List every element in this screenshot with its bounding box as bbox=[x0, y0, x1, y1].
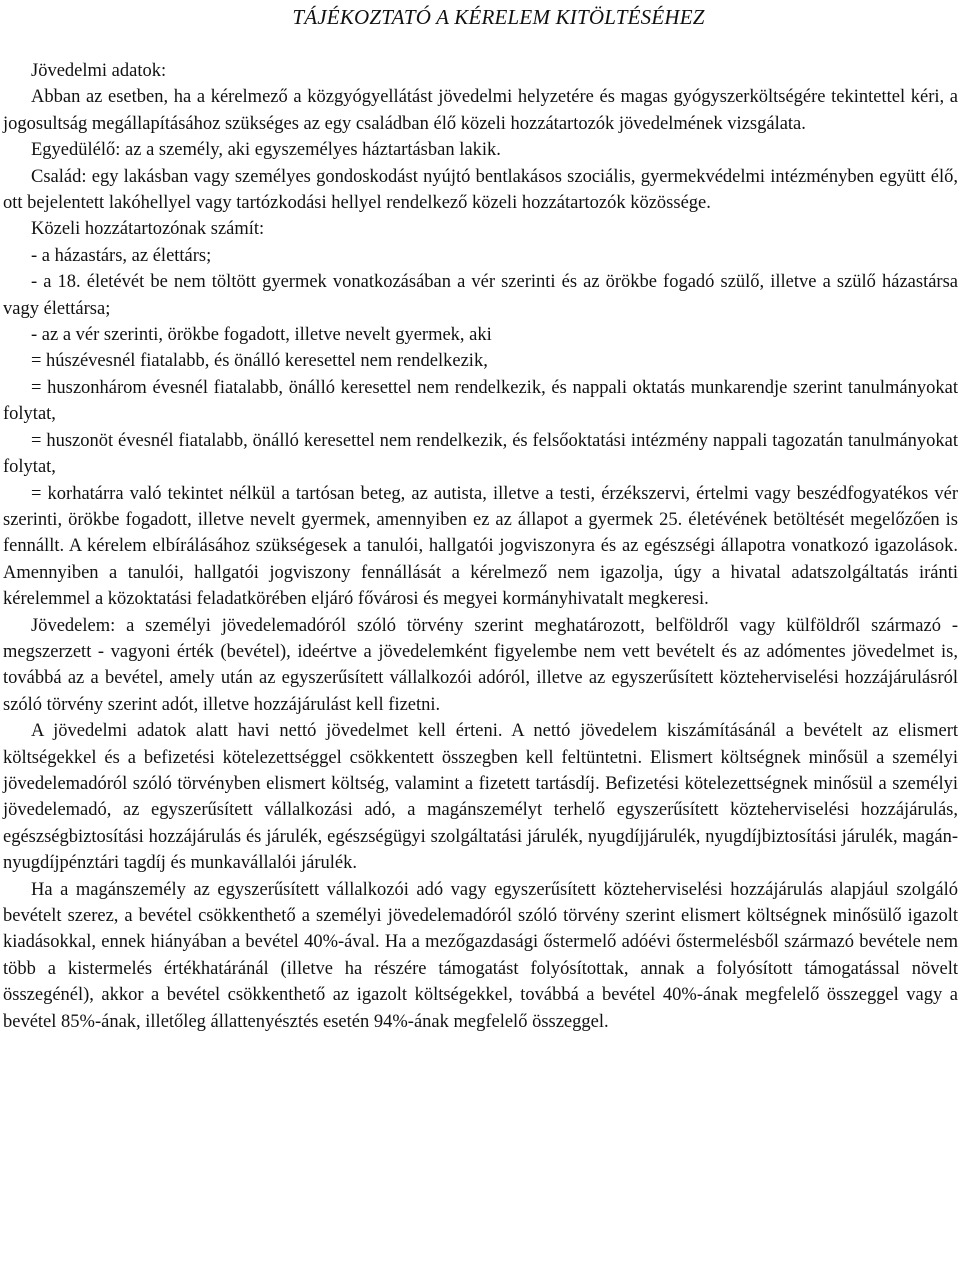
list-item-children: - az a vér szerinti, örökbe fogadott, illetve nevelt gyermek, aki bbox=[31, 325, 492, 346]
list-item-spouse: - a házastárs, az élettárs; bbox=[31, 245, 212, 266]
list-item-parents: - a 18. életévét be nem töltött gyermek vonatkozásában a vér szerinti és az örökbe fogadó szülő, illetve a szülő házastársa vagy élettársa; bbox=[3, 272, 958, 319]
sub-item-under-20: = húszévesnél fiatalabb, és önálló keresettel nem rendelkezik, bbox=[31, 351, 488, 372]
sub-item-under-25: = huszonöt évesnél fiatalabb, önálló keresettel nem rendelkezik, és felsőoktatási intézmény nappali tagozatán tanulmányokat folytat, bbox=[3, 430, 958, 478]
paragraph-family: Család: egy lakásban vagy személyes gondoskodást nyújtó bentlakásos szociális, gyermekvédelmi intézményben együtt élő, ott bejelentett lakóhellyel vagy tartózkodási hellyel rendelkező közeli hozzátartozók közössége. bbox=[3, 166, 958, 214]
paragraph-simplified-tax: Ha a magánszemély az egyszerűsített vállalkozói adó vagy egyszerűsített közteherviselési hozzájárulás alapjául szolgáló bevételt szerez, a bevétel csökkenthető a személyi jövedelemadóról szóló törvény szerint elismert költségnek minősülő igazolt kiadásokkal, ennek hiányában a bevétel 40%-ával. Ha a mezőgazdasági őstermelő adóévi őstermelésből származó bevétele nem több a kistermelés értékhatáránál (illetve ha részére támogatást folyósítottak, annak a folyósított támogatással növelt összegénél), akkor a bevétel csökkenthető az igazolt költségekkel, továbbá a bevétel 40%-ának megfelelő összeggel vagy a bevétel 85%-ának, illetőleg állattenyésztés esetén 94%-ának megfelelő összeggel. bbox=[3, 879, 958, 1032]
sub-item-chronic-illness: = korhatárra való tekintet nélkül a tartósan beteg, az autista, illetve a testi, érzékszervi, értelmi vagy beszédfogyatékos vér szerinti, örökbe fogadott, illetve nevelt gyermek, amennyiben ez az állapot a gyermek 25. életévének betöltését megelőzően is fennállt. A kérelem elbírálásához szükségesek a tanulói, hallgatói jogviszonyra és az egészségi állapotra vonatkozó igazolások. Amennyiben a tanulói, hallgatói jogviszony fennállását a kérelmező nem igazolja, úgy a hivatal adatszolgáltatás iránti kérelemmel a közoktatási feladatkörében eljáró fővárosi és megyei kormányhivatalt megkeresi. bbox=[3, 483, 958, 610]
paragraph-income-definition: Jövedelem: a személyi jövedelemadóról szóló törvény szerint meghatározott, belföldről vagy külföldről származó - megszerzett - vagyoni érték (bevétel), ideértve a jövedelemként figyelembe nem vett bevételt és az adómentes jövedelmet is, továbbá az a bevétel, amely után az egyszerűsített vállalkozói adóról, illetve az egyszerűsített közteherviselési hozzájárulásról szóló törvény szerint adót, illetve hozzájárulást kell fizetni. bbox=[3, 615, 958, 715]
section-heading: Jövedelmi adatok: bbox=[31, 61, 167, 81]
paragraph-relatives-heading: Közeli hozzátartozónak számít: bbox=[31, 219, 265, 240]
paragraph-net-income: A jövedelmi adatok alatt havi nettó jövedelmet kell érteni. A nettó jövedelem kiszámításánál a bevételt az elismert költségekkel és a befizetési kötelezettséggel csökkentett összegben kell feltüntetni. Elismert költségnek minősül a személyi jövedelemadóról szóló törvényben elismert költség, valamint a fizetett tartásdíj. Befizetési kötelezettségnek minősül a személyi jövedelemadó, az egyszerűsített vállalkozási adó, a magánszemélyt terhelő egyszerűsített közteherviselési hozzájárulás, egészségbiztosítási hozzájárulás és járulék, egészségügyi szolgáltatási járulék, nyugdíjjárulék, nyugdíjbiztosítási járulék, magán-nyugdíjpénztári tagdíj és munkavállalói járulék. bbox=[3, 721, 958, 874]
paragraph-single-person: Egyedülélő: az a személy, aki egyszemélyes háztartásban lakik. bbox=[31, 140, 501, 161]
sub-item-under-23: = huszonhárom évesnél fiatalabb, önálló keresettel nem rendelkezik, és nappali oktatás munkarendje szerint tanulmányokat folytat, bbox=[3, 377, 958, 425]
paragraph-intro: Abban az esetben, ha a kérelmező a közgyógyellátást jövedelmi helyzetére és magas gyógyszerköltségére tekintettel kéri, a jogosultság megállapításához szükséges az egy családban élő közeli hozzátartozók jövedelmének vizsgálata. bbox=[3, 87, 958, 134]
document-title: TÁJÉKOZTATÓ A KÉRELEM KITÖLTÉSÉHEZ bbox=[292, 5, 705, 29]
